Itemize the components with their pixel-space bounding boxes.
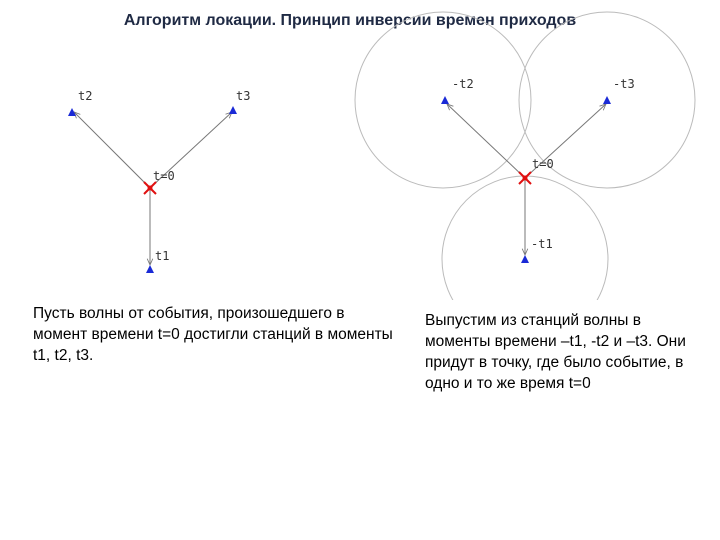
station-t3-marker bbox=[229, 106, 237, 114]
station-t3-right-marker bbox=[603, 96, 611, 104]
label-minus-t3: -t3 bbox=[613, 77, 635, 91]
label-t3: t3 bbox=[236, 89, 251, 103]
label-minus-t2: -t2 bbox=[452, 77, 474, 91]
right-explanation: Выпустим из станций волны в моменты времени –t1, -t2 и –t3. Они придут в точку, где было событие, в одно и то же время t=0 bbox=[425, 312, 686, 392]
ray-to-t2-right bbox=[447, 104, 525, 178]
station-t2-marker bbox=[68, 108, 76, 116]
station-t1-marker bbox=[146, 265, 154, 273]
left-diagram bbox=[68, 89, 250, 273]
label-minus-t1: -t1 bbox=[531, 237, 553, 251]
station-t2-right-marker bbox=[441, 96, 449, 104]
slide-title: Алгоритм локации. Принцип инверсии времен приходов bbox=[123, 12, 577, 29]
right-diagram bbox=[355, 12, 695, 300]
label-t0-right: t=0 bbox=[532, 157, 554, 171]
label-t2: t2 bbox=[78, 89, 93, 103]
station-t1-right-marker bbox=[521, 255, 529, 263]
left-explanation: Пусть волны от события, произошедшего в момент времени t=0 достигли станций в моменты t1, t2, t3. bbox=[33, 305, 393, 364]
label-t1: t1 bbox=[155, 249, 170, 263]
label-t0: t=0 bbox=[153, 169, 175, 183]
ray-to-t2 bbox=[74, 112, 150, 188]
